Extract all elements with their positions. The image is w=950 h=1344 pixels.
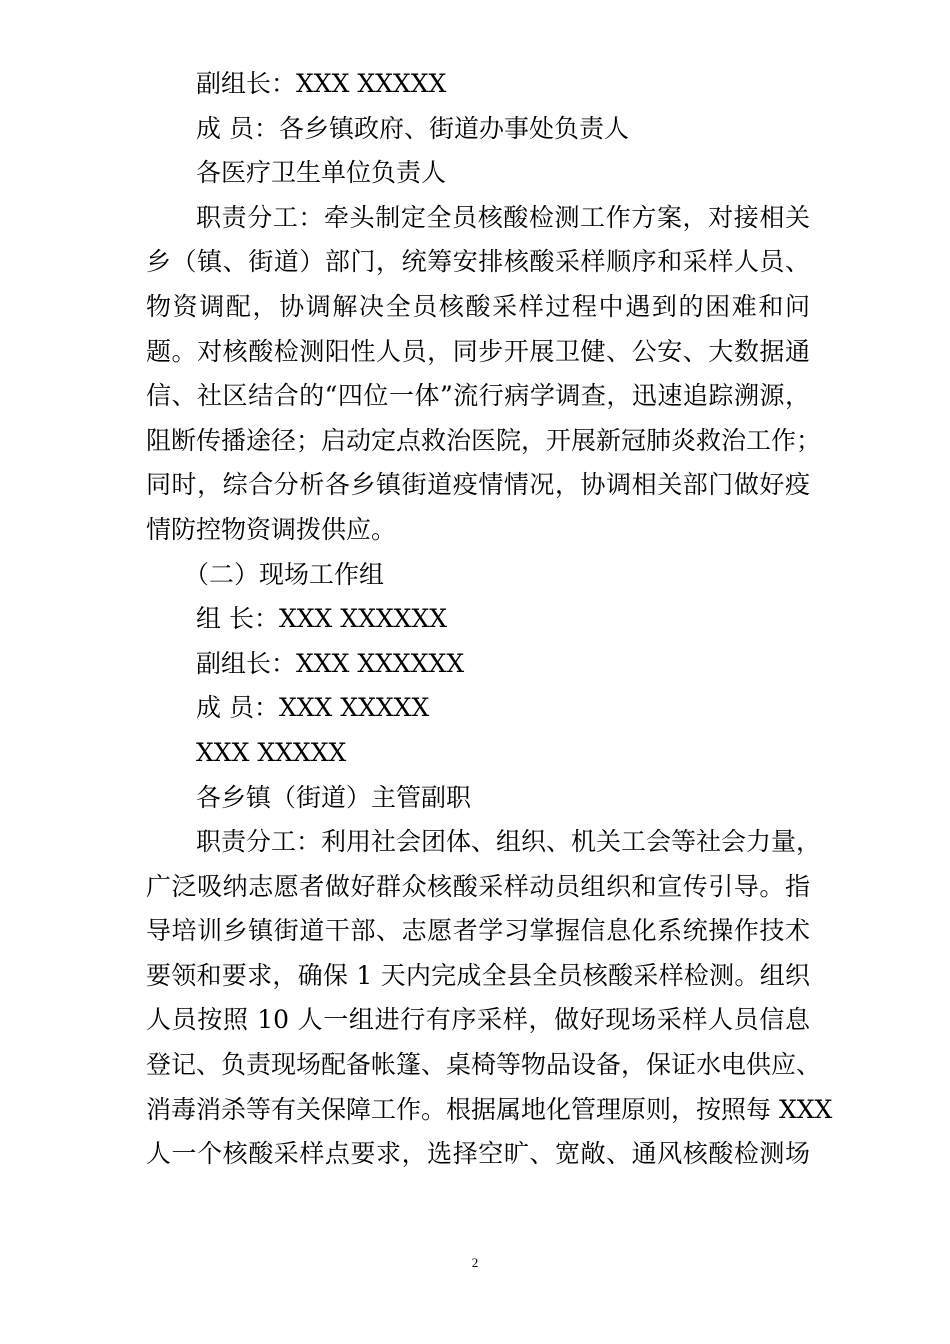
text-line: 职责分工：利用社会团体、组织、机关工会等社会力量， xyxy=(196,827,822,857)
text-line: 人一个核酸采样点要求，选择空旷、宽敞、通风核酸检测场 xyxy=(146,1139,810,1169)
text-line: 物资调配，协调解决全员核酸采样过程中遇到的困难和问 xyxy=(146,291,810,321)
page-number: 2 xyxy=(471,1255,479,1270)
text-line: 组 长：XXX XXXXXX xyxy=(196,604,448,634)
text-line: 消毒消杀等有关保障工作。根据属地化管理原则，按照每 XXX xyxy=(146,1094,833,1124)
text-line: 信、社区结合的“四位一体”流行病学调查，迅速追踪溯源， xyxy=(146,381,810,411)
document-body xyxy=(146,62,833,1177)
text-line: 阻断传播途径；启动定点救治医院，开展新冠肺炎救治工作； xyxy=(146,425,822,455)
text-line: 职责分工：牵头制定全员核酸检测工作方案，对接相关 xyxy=(196,202,810,232)
text-line: 同时，综合分析各乡镇街道疫情情况，协调相关部门做好疫 xyxy=(146,470,810,500)
text-line: 情防控物资调拨供应。 xyxy=(146,514,397,544)
text-line: 要领和要求，确保 1 天内完成全县全员核酸采样检测。组织 xyxy=(146,960,810,990)
text-line: 副组长：XXX XXXXX xyxy=(196,69,447,98)
text-line: 登记、负责现场配备帐篷、桌椅等物品设备，保证水电供应、 xyxy=(146,1050,822,1080)
text-line: 各医疗卫生单位负责人 xyxy=(196,158,447,188)
text-line: 广泛吸纳志愿者做好群众核酸采样动员组织和宣传引导。指 xyxy=(146,871,810,901)
text-line: （二）现场工作组 xyxy=(184,559,385,589)
text-line: 导培训乡镇街道干部、志愿者学习掌握信息化系统操作技术 xyxy=(146,916,810,946)
text-line: 成 员：XXX XXXXX xyxy=(196,693,430,723)
text-line: 各乡镇（街道）主管副职 xyxy=(196,782,472,812)
text-line: XXX XXXXX xyxy=(196,737,347,767)
text-line: 副组长：XXX XXXXXX xyxy=(196,648,465,678)
text-line: 人员按照 10 人一组进行有序采样，做好现场采样人员信息 xyxy=(146,1005,810,1035)
text-line: 成 员：各乡镇政府、街道办事处负责人 xyxy=(196,113,629,143)
text-line: 题。对核酸检测阳性人员，同步开展卫健、公安、大数据通 xyxy=(146,336,810,366)
text-line: 乡（镇、街道）部门，统筹安排核酸采样顺序和采样人员、 xyxy=(146,247,810,277)
